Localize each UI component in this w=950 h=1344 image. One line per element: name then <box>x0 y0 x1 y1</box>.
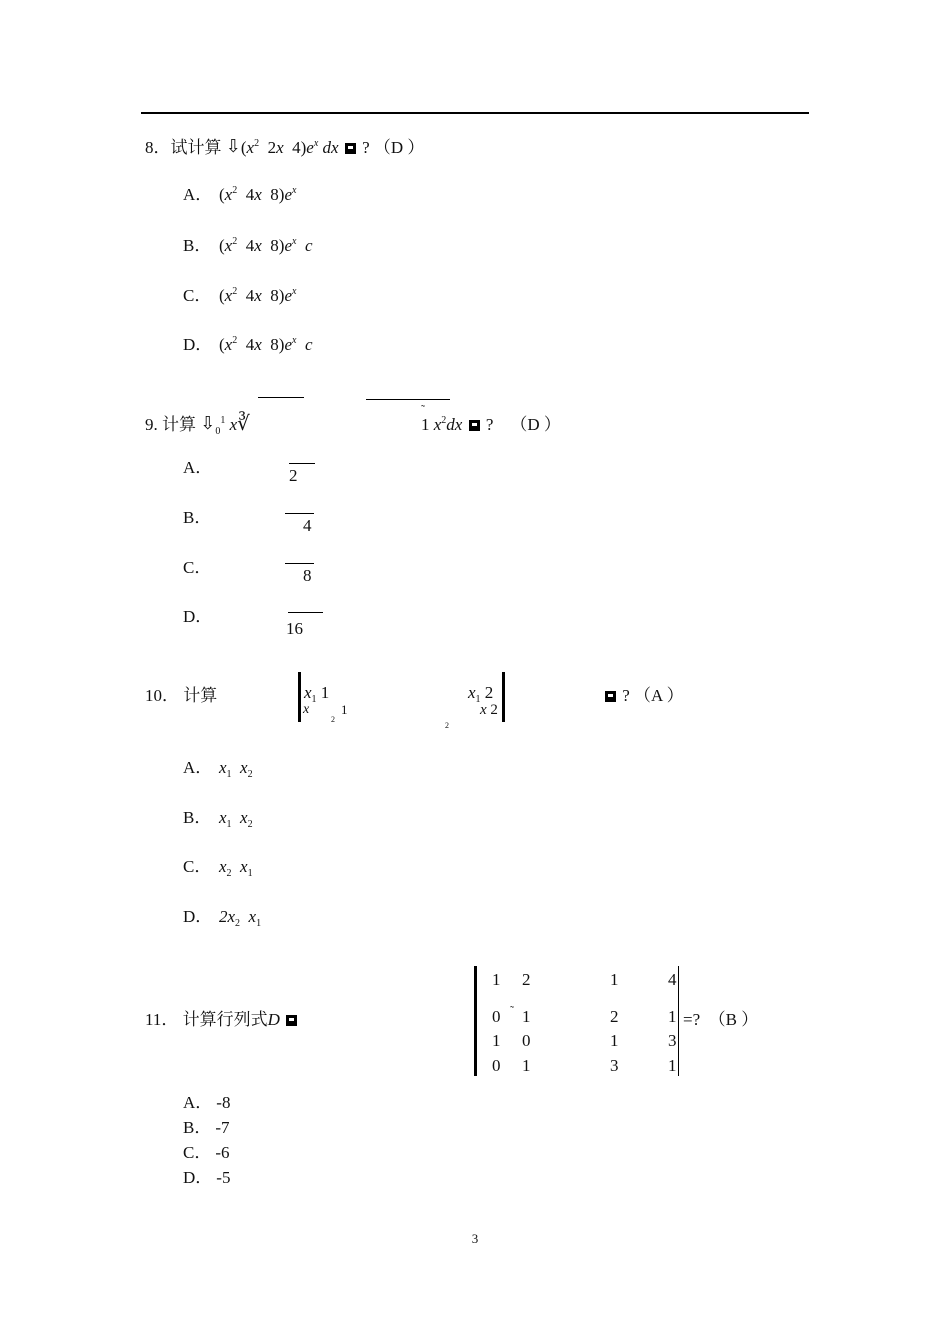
q10-row2-mid: 2 <box>445 721 449 730</box>
expr-exp: x <box>291 185 297 196</box>
expr-pow: 2 <box>232 236 238 247</box>
q11-option-a <box>183 1088 230 1113</box>
expr-term-2: x <box>240 808 248 827</box>
q8-number: 8． <box>145 138 171 157</box>
option-letter: D． <box>183 335 213 354</box>
q9-option-d <box>183 602 219 627</box>
expr-x: x <box>254 335 262 354</box>
fraction-denominator: 4 <box>303 516 312 535</box>
expr-sub-2: 2 <box>247 769 253 780</box>
q9-root-bar-2 <box>366 399 450 400</box>
option-value: -6 <box>215 1143 230 1162</box>
q8-option-b <box>183 231 312 256</box>
equals-box-icon <box>345 143 356 154</box>
expr-c: c <box>304 236 313 255</box>
matrix-cell: 2 <box>522 970 531 989</box>
expr-e: e <box>284 185 292 204</box>
q10-stem-prefix: 计算 <box>183 686 218 705</box>
option-letter: B． <box>183 808 212 827</box>
header-rule <box>141 112 809 114</box>
option-letter: B． <box>183 236 212 255</box>
fraction-bar <box>285 513 314 514</box>
option-value: -5 <box>216 1168 231 1187</box>
matrix-cell: 2 <box>610 1007 619 1026</box>
q10-stem <box>145 681 217 706</box>
expr-exp: x <box>291 286 297 297</box>
q11-option-d <box>183 1163 230 1188</box>
q9-option-b <box>183 503 219 528</box>
q10-tail: ? （A ） <box>603 681 684 706</box>
equals-box-icon <box>286 1015 297 1026</box>
expr-pow: 2 <box>232 335 238 346</box>
matrix-cell: 1 <box>492 970 501 989</box>
matrix-cell: 1 <box>610 970 619 989</box>
q10-answer: （A ） <box>634 686 684 705</box>
q10-row2-right: x 2 <box>480 702 498 718</box>
q10-option-c <box>183 852 253 877</box>
option-letter: A． <box>183 758 213 777</box>
matrix-cell: 1 <box>492 1031 501 1050</box>
expr-sub-1: 2 <box>226 868 232 879</box>
page-number: 3 <box>471 1231 479 1246</box>
matrix-cell: 1 <box>522 1007 531 1026</box>
expr-term-2: x <box>240 758 248 777</box>
expr-e: e <box>284 286 292 305</box>
expr-paren: ( <box>219 236 225 255</box>
expr-exp: x <box>291 335 297 346</box>
expr-sub-2: 1 <box>247 868 253 879</box>
matrix-cell: 3 <box>668 1031 677 1050</box>
equals-box-icon <box>469 420 480 431</box>
expr-sub-2: 2 <box>247 819 253 830</box>
expr-paren: ( <box>219 185 225 204</box>
option-letter: D． <box>183 907 213 926</box>
matrix-cell: 3 <box>610 1056 619 1075</box>
q9-stem-prefix: 计算 <box>162 415 196 434</box>
q11-option-b <box>183 1113 230 1138</box>
expr-sub-2: 1 <box>256 918 262 929</box>
option-letter: A． <box>183 1093 213 1112</box>
q9-number: 9. <box>145 415 158 434</box>
q9-option-a <box>183 453 219 478</box>
sqrt-icon: ∛ <box>237 411 250 435</box>
option-letter: B． <box>183 1118 212 1137</box>
option-letter: A． <box>183 458 213 477</box>
expr-paren: ( <box>219 286 225 305</box>
expr-term-1: x <box>219 808 227 827</box>
q9-answer: （D ） <box>510 415 561 434</box>
expr-x: x <box>224 236 233 255</box>
q11-answer: （B ） <box>708 1010 759 1029</box>
expr-c: c <box>304 335 313 354</box>
q9-stem-tail: 1 $x^2dx$ ? （D ） <box>421 415 561 434</box>
matrix-cell: 0 <box>522 1031 531 1050</box>
integral-icon: ⇩ <box>225 136 241 157</box>
q8-answer: （D ） <box>373 138 425 157</box>
expr-x: x <box>254 236 262 255</box>
expr-coef: 4 <box>245 185 255 204</box>
matrix-cell: 1 <box>610 1031 619 1050</box>
q11-option-c <box>183 1138 230 1163</box>
q10-det-right-bar <box>502 672 505 722</box>
fraction-bar <box>288 612 323 613</box>
equals-box-icon <box>605 691 616 702</box>
fraction-bar <box>289 463 315 464</box>
expr-paren: ( <box>219 335 225 354</box>
q10-row1-left: $x_1$ 1 <box>304 683 330 705</box>
expr-e: e <box>284 335 292 354</box>
expr-pow: 2 <box>232 286 238 297</box>
option-value: -7 <box>215 1118 230 1137</box>
q10-row2-sub: 2 <box>331 715 335 724</box>
q10-det-left-bar <box>298 672 301 722</box>
option-value: -8 <box>216 1093 231 1112</box>
expr-term-1: x <box>219 758 227 777</box>
integral-icon: ⇩ <box>200 413 216 434</box>
q9-tilde: ˜ <box>421 402 425 416</box>
expr-x: x <box>224 185 233 204</box>
fraction-denominator: 8 <box>303 566 312 585</box>
expr-const: 8) <box>270 185 285 204</box>
expr-sub-1: 1 <box>226 769 232 780</box>
expr-coef: 4 <box>245 335 255 354</box>
q10-row2-left: x <box>303 702 310 717</box>
expr-sub-1: 1 <box>226 819 232 830</box>
expr-term-1: x <box>219 857 227 876</box>
q8-stem-prefix: 试计算 <box>170 138 222 157</box>
q10-option-b <box>183 803 253 828</box>
q11-det-left-bar <box>474 966 477 1076</box>
expr-coef: 4 <box>245 236 255 255</box>
expr-e: e <box>284 236 292 255</box>
q11-stem <box>145 1005 299 1030</box>
expr-sub-1: 2 <box>235 918 241 929</box>
q11-tail: =? （B ） <box>683 1010 759 1029</box>
matrix-cell: 4 <box>668 970 677 989</box>
option-letter: C． <box>183 558 212 577</box>
matrix-cell: 1 <box>668 1007 677 1026</box>
q10-option-a <box>183 753 253 778</box>
matrix-cell: 0 <box>492 1007 501 1026</box>
expr-exp: x <box>291 236 297 247</box>
fraction-denominator: 16 <box>286 619 303 638</box>
expr-const: 8) <box>270 236 285 255</box>
q8-option-c <box>183 281 296 306</box>
option-letter: C． <box>183 1143 212 1162</box>
q9-root-bar <box>258 397 304 398</box>
matrix-cell: 0 <box>492 1056 501 1075</box>
fraction-denominator: 2 <box>289 466 298 485</box>
q10-number: 10． <box>145 686 179 705</box>
q11-number: 11． <box>145 1010 179 1029</box>
expr-pow: 2 <box>232 185 238 196</box>
q10-row1-right: $x_1$ 2 <box>468 683 494 705</box>
expr-term-1: 2x <box>219 907 236 926</box>
expr-const: 8) <box>270 335 285 354</box>
q8-stem: 8．试计算 $⇩(x^2$ 2x $4)e^x$ dx ? （D ） <box>145 136 425 157</box>
q10-row2-one: 1 <box>341 702 348 717</box>
expr-coef: 4 <box>245 286 255 305</box>
q9-stem: 9. 计算 $⇩_0^1$ x∛ <box>145 411 250 437</box>
option-letter: B． <box>183 508 212 527</box>
q11-det-right-bar <box>678 966 679 1076</box>
matrix-cell: 1 <box>522 1056 531 1075</box>
option-letter: D． <box>183 1168 213 1187</box>
option-letter: D． <box>183 607 213 626</box>
expr-term-2: x <box>248 907 257 926</box>
q8-option-a <box>183 180 296 205</box>
expr-const: 8) <box>270 286 285 305</box>
q11-d-symbol: D <box>267 1010 280 1029</box>
q10-option-d <box>183 902 261 927</box>
expr-x: x <box>254 185 262 204</box>
expr-x: x <box>224 286 233 305</box>
matrix-cell: 1 <box>668 1056 677 1075</box>
expr-x: x <box>254 286 262 305</box>
fraction-bar <box>285 563 314 564</box>
expr-term-2: x <box>240 857 248 876</box>
expr-x: x <box>224 335 233 354</box>
option-letter: C． <box>183 286 212 305</box>
q11-tilde: ˜ <box>510 1003 514 1017</box>
option-letter: C． <box>183 857 212 876</box>
q8-option-d <box>183 330 312 355</box>
q11-stem-text: 计算行列式 <box>182 1010 268 1029</box>
q9-option-c <box>183 553 219 578</box>
option-letter: A． <box>183 185 213 204</box>
